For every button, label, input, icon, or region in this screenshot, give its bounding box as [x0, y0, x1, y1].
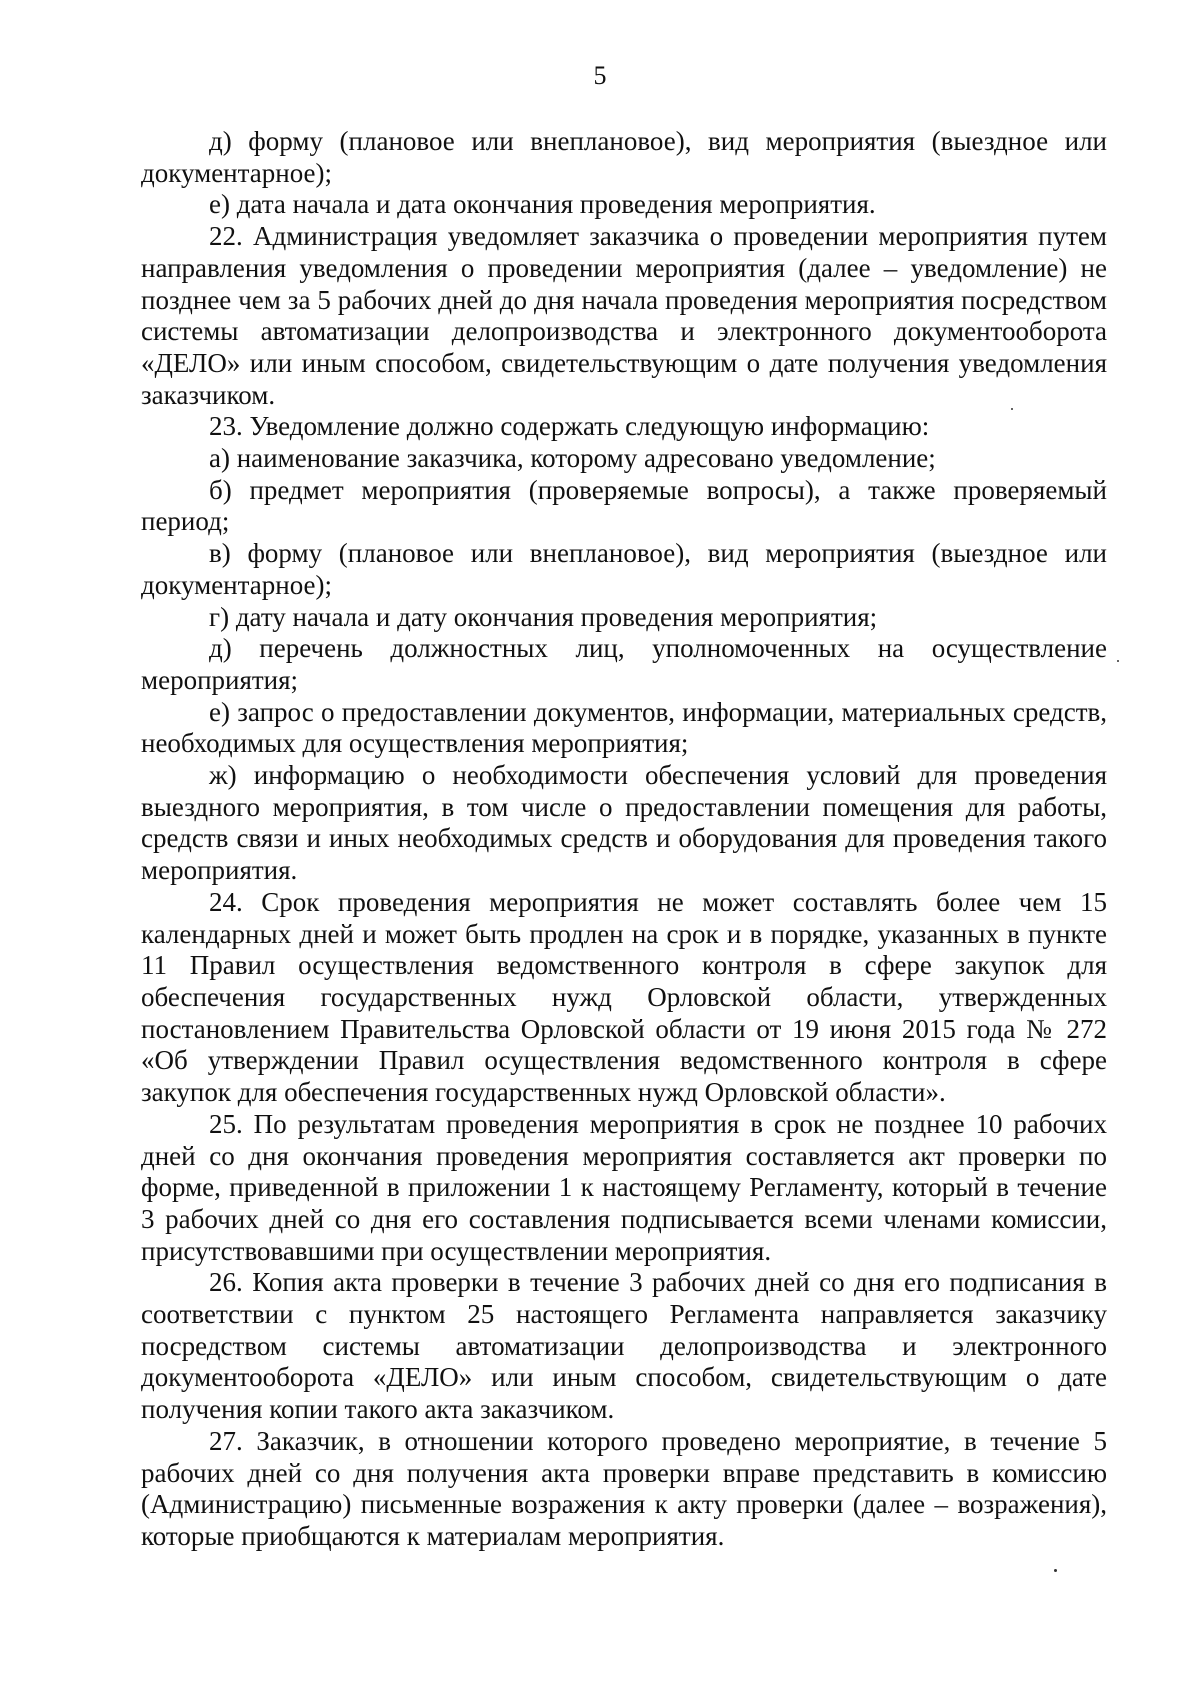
paragraph-23: 23. Уведомление должно содержать следующую информацию:	[209, 411, 930, 442]
document-body	[141, 126, 1107, 1553]
paragraph-26: 26. Копия акта проверки в течение 3 рабочих дней со дня его подписания в соответствии с пунктом 25 настоящего Регламента направляется заказчику посредством системы автоматизации делопроизводства и электронного документооборота «ДЕЛО» или иным способом, свидетельствующим о дате получения копии такого акта заказчиком.	[141, 1267, 1107, 1425]
scan-speck	[1011, 408, 1013, 410]
page-number: 5	[593, 61, 607, 90]
paragraph-23-zh: ж) информацию о необходимости обеспечения условий для проведения выездного мероприятия, в том числе о предоставлении помещения для работы, средств связи и иных необходимых средств и оборудования для проведения такого мероприятия.	[141, 760, 1107, 886]
paragraph-23-a: а) наименование заказчика, которому адресовано уведомление;	[209, 443, 936, 474]
paragraph-23-v: в) форму (плановое или внеплановое), вид мероприятия (выездное или документарное);	[141, 538, 1107, 600]
paragraph-23-d: д) перечень должностных лиц, уполномоченных на осуществление мероприятия;	[141, 633, 1107, 695]
paragraph-23-g: г) дату начала и дату окончания проведения мероприятия;	[209, 601, 878, 632]
paragraph-23-e: е) запрос о предоставлении документов, информации, материальных средств, необходимых для осуществления мероприятия;	[141, 696, 1107, 759]
paragraph-24: 24. Срок проведения мероприятия не может составлять более чем 15 календарных дней и может быть продлен на срок и в порядке, указанных в пункте 11 Правил осуществления ведомственного контроля в сфере закупок для обеспечения государственных нужд Орловской области, утвержденных постановлением Правительства Орловской области от 19 июня 2015 года № 272 «Об утверждении Правил осуществления ведомственного контроля в сфере закупок для обеспечения государственных нужд Орловской области».	[141, 886, 1107, 1108]
paragraph-item-e-dates: е) дата начала и дата окончания проведения мероприятия.	[209, 189, 876, 220]
paragraph-23-b: б) предмет мероприятия (проверяемые вопросы), а также проверяемый период;	[141, 474, 1107, 537]
paragraph-22: 22. Администрация уведомляет заказчика о проведении мероприятия путем направления уведомления о проведении мероприятия (далее – уведомление) не позднее чем за 5 рабочих дней до дня начала проведения мероприятия посредством системы автоматизации делопроизводства и электронного документооборота «ДЕЛО» или иным способом, свидетельствующим о дате получения уведомления заказчиком.	[141, 221, 1107, 410]
scan-speck	[1054, 1569, 1057, 1572]
paragraph-item-d-form: д) форму (плановое или внеплановое), вид мероприятия (выездное или документарное);	[141, 126, 1107, 188]
paragraph-27: 27. Заказчик, в отношении которого проведено мероприятие, в течение 5 рабочих дней со дня получения акта проверки вправе представить в комиссию (Администрацию) письменные возражения к акту проверки (далее – возражения), которые приобщаются к материалам мероприятия.	[141, 1425, 1107, 1551]
paragraph-25: 25. По результатам проведения мероприятия в срок не позднее 10 рабочих дней со дня окончания проведения мероприятия составляется акт проверки по форме, приведенной в приложении 1 к настоящему Регламенту, который в течение 3 рабочих дней со дня его составления подписывается всеми членами комиссии, присутствовавшими при осуществлении мероприятия.	[141, 1108, 1107, 1266]
scan-speck	[1117, 660, 1119, 662]
